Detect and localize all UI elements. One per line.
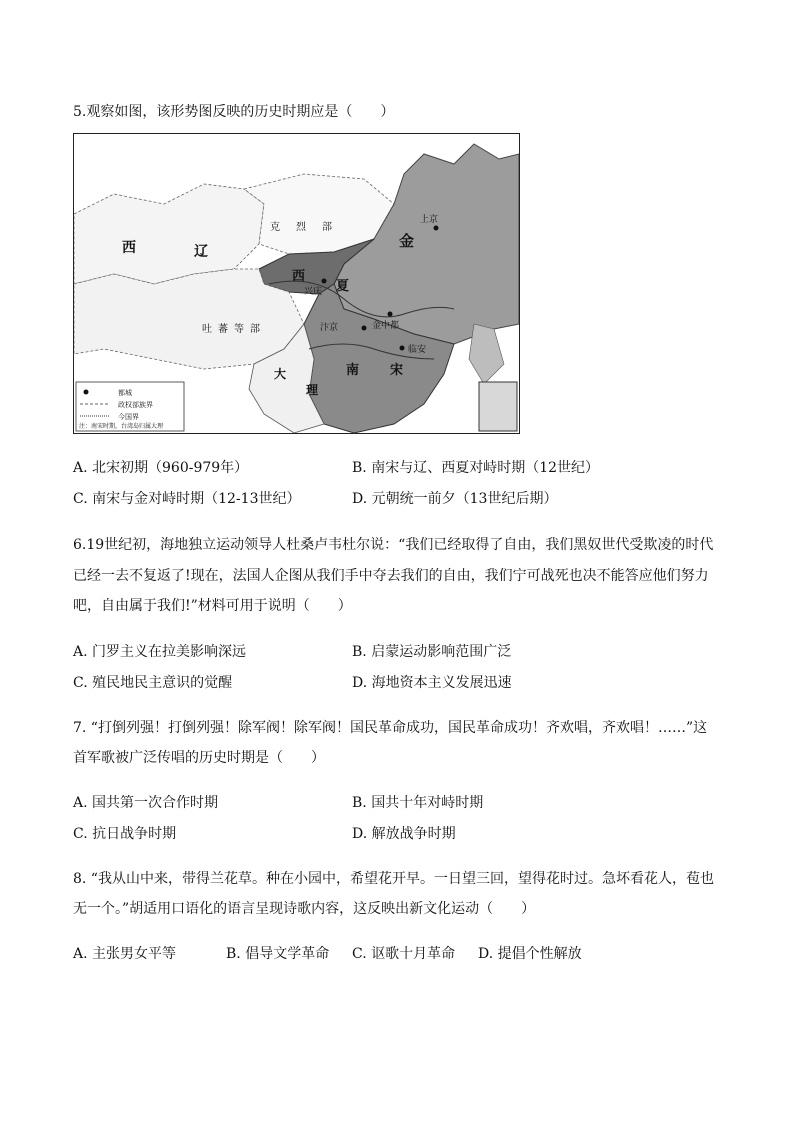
q6-option-d[interactable]: D. 海地资本主义发展迅速: [352, 675, 512, 691]
label-dali-2: 理: [306, 383, 319, 397]
q6-option-b[interactable]: B. 启蒙运动影响范围广泛: [352, 644, 512, 660]
q6-line-2: 已经一去不复返了!现在，法国人企图从我们手中夺去我们的自由，我们宁可战死也决不能答应他们努力: [73, 568, 709, 584]
map-drawing: [74, 134, 519, 433]
label-kelie-2: 烈: [296, 222, 306, 233]
q7-line-2: 首军歌被广泛传唱的历史时期是（ ）: [73, 750, 325, 766]
city-marker-bianjing: [362, 326, 367, 331]
legend-note: 注：南宋时期，台湾岛归属大理: [79, 423, 164, 430]
city-linan: 临安: [408, 345, 427, 355]
q5-stem: 5.观察如图，该形势图反映的历史时期应是（ ）: [73, 104, 395, 120]
q6-line-1: 6.19世纪初，海地独立运动领导人杜桑卢韦杜尔说：“我们已经取得了自由，我们黑奴世代受欺凌的时代: [73, 537, 714, 553]
city-zhongdu: 金中都: [372, 321, 400, 331]
label-nansong-1: 南: [346, 363, 360, 378]
q7-option-b[interactable]: B. 国共十年对峙时期: [352, 795, 484, 811]
q5-option-a[interactable]: A. 北宋初期（960-979年）: [73, 460, 249, 476]
city-marker-shangjing: [434, 226, 439, 231]
q6-line-3: 吧，自由属于我们!”材料可用于说明（ ）: [73, 598, 352, 614]
label-tubo-4: 部: [250, 324, 260, 335]
city-bianjing: 汴京: [320, 323, 339, 333]
q8-option-d[interactable]: D. 提倡个性解放: [478, 946, 582, 962]
label-tubo-3: 等: [234, 324, 244, 335]
q6-option-c[interactable]: C. 殖民地民主意识的觉醒: [73, 675, 233, 691]
city-marker-xingqing: [322, 279, 327, 284]
label-dali-1: 大: [274, 367, 287, 381]
label-xi-liao-1: 西: [122, 240, 136, 256]
label-kelie-3: 部: [322, 222, 332, 233]
label-kelie-1: 克: [270, 222, 280, 233]
q8-line-2: 无一个。”胡适用口语化的语言呈现诗歌内容，这反映出新文化运动（ ）: [73, 901, 536, 917]
q5-option-c[interactable]: C. 南宋与金对峙时期（12-13世纪）: [73, 491, 301, 507]
q7-option-d[interactable]: D. 解放战争时期: [352, 826, 456, 842]
q5-option-d[interactable]: D. 元朝统一前夕（13世纪后期）: [352, 491, 558, 507]
label-xi-liao-2: 辽: [194, 244, 208, 260]
city-shangjing: 上京: [420, 215, 439, 225]
label-tubo-2: 蕃: [218, 324, 228, 335]
q8-option-a[interactable]: A. 主张男女平等: [73, 946, 177, 962]
q8-option-c[interactable]: C. 讴歌十月革命: [352, 946, 456, 962]
city-marker-zhongdu: [388, 312, 393, 317]
q7-option-a[interactable]: A. 国共第一次合作时期: [73, 795, 219, 811]
legend-border: 政权部族界: [118, 401, 153, 409]
q6-option-a[interactable]: A. 门罗主义在拉美影响深远: [73, 644, 247, 660]
label-nansong-2: 宋: [390, 363, 404, 378]
city-xingqing: 兴庆: [304, 287, 323, 297]
label-jin: 金: [399, 232, 415, 250]
legend-today-border: 今国界: [118, 413, 139, 421]
q8-option-b[interactable]: B. 倡导文学革命: [226, 946, 330, 962]
q5-option-b[interactable]: B. 南宋与辽、西夏对峙时期（12世纪）: [352, 460, 600, 476]
label-tubo-1: 吐: [202, 324, 212, 335]
historical-map: [73, 133, 520, 434]
city-marker-linan: [400, 346, 405, 351]
q7-line-1: 7. “打倒列强！打倒列强！除军阀！除军阀！国民革命成功，国民革命成功！齐欢唱，齐欢唱！……”这: [73, 720, 708, 736]
legend-capital: 都城: [118, 389, 132, 397]
q7-option-c[interactable]: C. 抗日战争时期: [73, 826, 177, 842]
q8-line-1: 8. “我从山中来，带得兰花草。种在小园中，希望花开早。一日望三回，望得花时过。急坏看花人，苞也: [73, 871, 714, 887]
label-xixia-2: 夏: [336, 279, 350, 294]
label-xixia-1: 西: [292, 269, 306, 284]
